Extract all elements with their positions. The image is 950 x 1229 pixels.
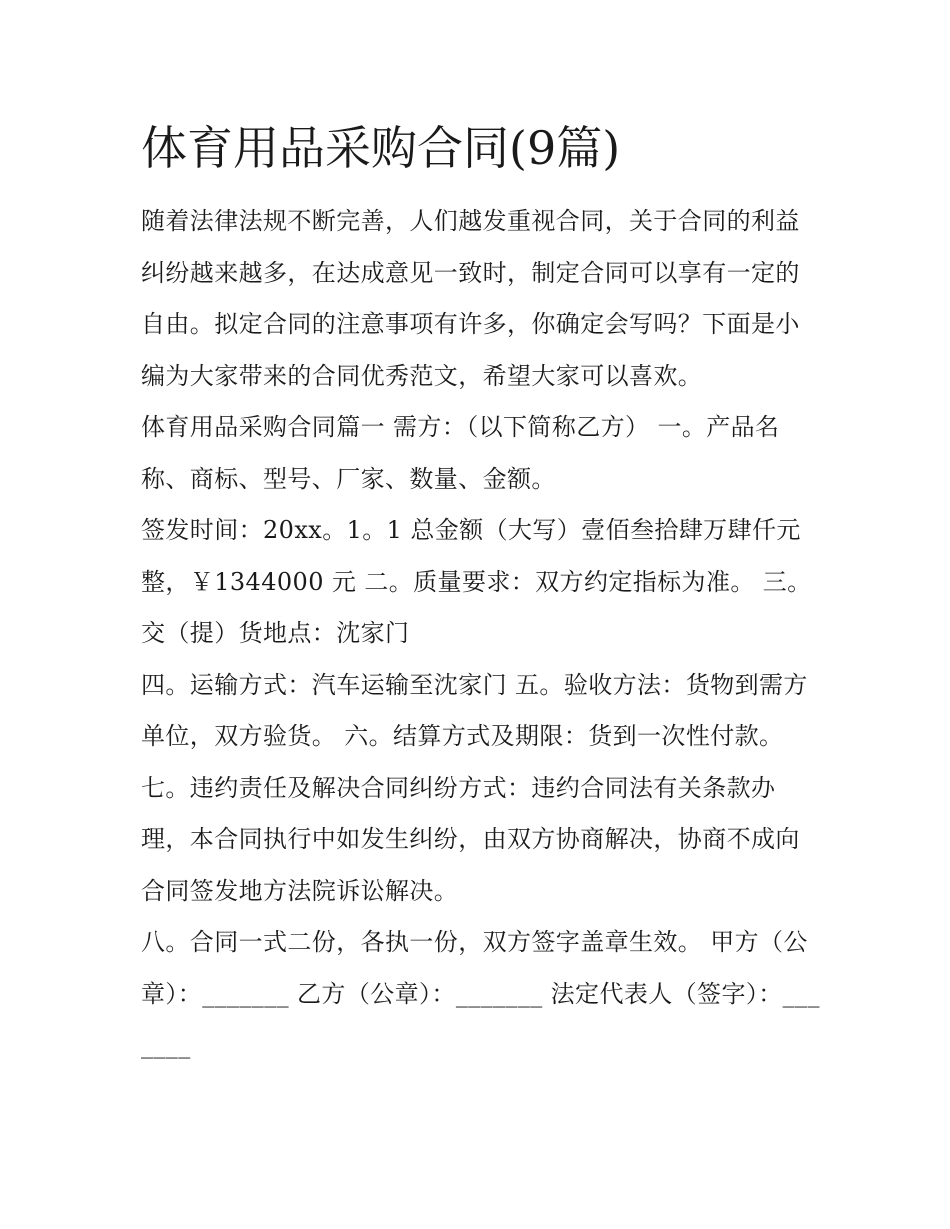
issue-date-amount-paragraph: 签发时间：20xx。1。1 总金额（大写）壹佰叁拾肆万肆仟元整，￥1344000 元 二。质量要求：双方约定指标为准。 三。交（提）货地点：沈家门: [141, 516, 812, 647]
signature-paragraph: 八。合同一式二份，各执一份，双方签字盖章生效。 甲方（公章）：_______ 乙方（公章）：_______ 法定代表人（签字）：_______: [141, 928, 820, 1059]
document-body: [141, 118, 821, 1072]
intro-paragraph: 随着法律法规不断完善，人们越发重视合同，关于合同的利益纠纷越来越多，在达成意见一致时，制定合同可以享有一定的自由。拟定合同的注意事项有许多，你确定会写吗？下面是小编为大家带来的合同优秀范文，希望大家可以喜欢。: [141, 207, 800, 390]
transport-acceptance-paragraph: 四。运输方式：汽车运输至沈家门 五。验收方法：货物到需方单位，双方验货。 六。结算方式及期限：货到一次性付款。: [141, 670, 808, 750]
breach-liability-paragraph: 七。违约责任及解决合同纠纷方式：违约合同法有关条款办理，本合同执行中如发生纠纷，由双方协商解决，协商不成向合同签发地方法院诉讼解决。: [141, 773, 800, 905]
document-title: 体育用品采购合同(9篇): [141, 121, 621, 175]
contract-heading-paragraph: 体育用品采购合同篇一 需方：（以下简称乙方） 一。产品名称、商标、型号、厂家、数量、金额。: [141, 413, 780, 493]
